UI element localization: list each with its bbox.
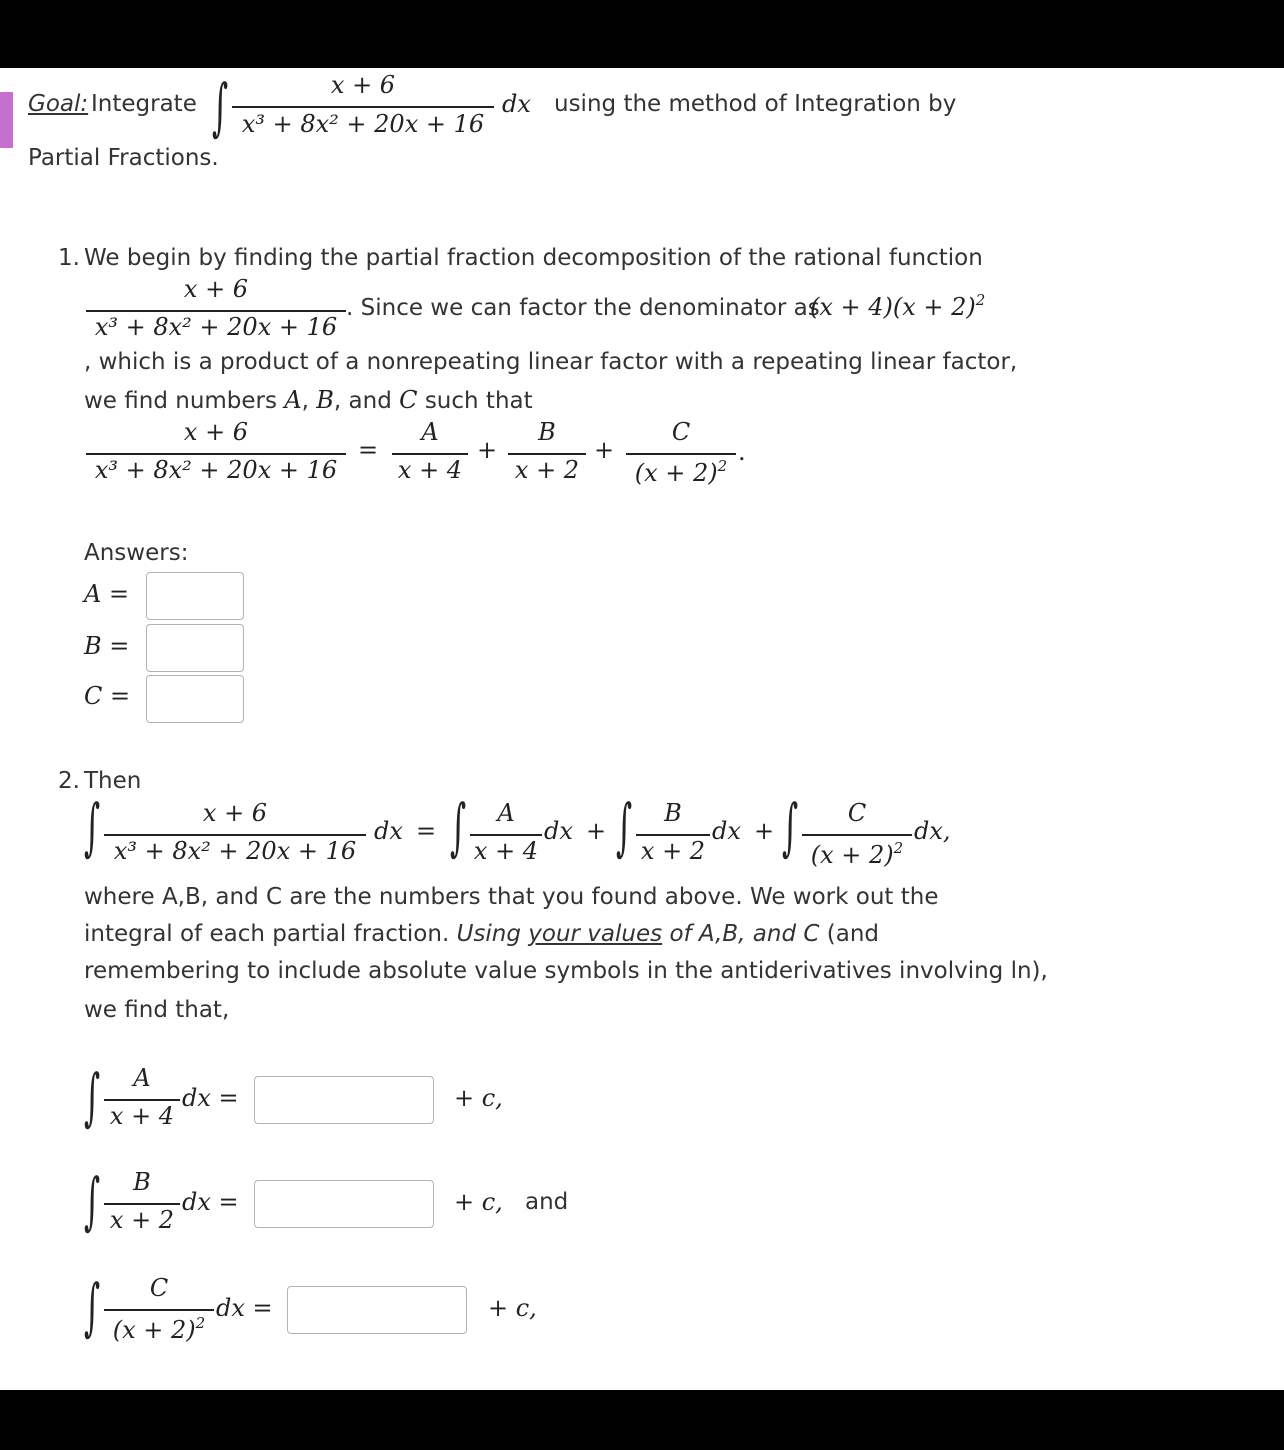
int3-denominator: $(x + 2)^2$ xyxy=(112,1314,206,1344)
answer-C-label: C = xyxy=(84,682,131,710)
goal-integrate-text: Integrate xyxy=(91,91,197,117)
step1-fraction-bar xyxy=(86,310,346,312)
eq-B-bar xyxy=(508,453,586,455)
int1-numerator: A xyxy=(133,1064,151,1092)
int3-dx: dx = xyxy=(216,1294,273,1322)
step1-since-text: . Since we can factor the denominator as xyxy=(346,295,820,321)
goal-text-line2: Partial Fractions. xyxy=(28,145,219,171)
step2-para-line3: remembering to include absolute value symbols in the antiderivatives involving ln), xyxy=(84,958,1048,984)
eq-A-numerator: A xyxy=(421,418,439,446)
s2-lhs-denominator: x³ + 8x² + 20x + 16 xyxy=(113,837,357,865)
integral-sign-icon: ∫ xyxy=(84,1060,101,1133)
goal-dx: dx xyxy=(502,90,531,118)
step1-line1: We begin by finding the partial fraction decomposition of the rational function xyxy=(84,245,983,271)
step1-frac-denominator: x³ + 8x² + 20x + 16 xyxy=(94,313,338,341)
integral-sign-icon: ∫ xyxy=(84,1164,101,1237)
s2-B-numerator: B xyxy=(664,799,682,827)
int2-answer-input[interactable] xyxy=(254,1180,434,1228)
integral-sign-icon: ∫ xyxy=(84,1270,101,1343)
int2-plus-c: + c, xyxy=(454,1188,503,1216)
goal-fraction-bar xyxy=(232,106,494,108)
s2-B-denominator: x + 2 xyxy=(640,837,706,865)
eq-C-denominator: $(x + 2)^2$ xyxy=(634,457,728,487)
eq-B-denominator: x + 2 xyxy=(514,456,580,484)
integral-sign-icon: ∫ xyxy=(450,790,467,863)
step1-frac-numerator: x + 6 xyxy=(183,275,249,303)
s2-equals: = xyxy=(416,817,437,845)
answer-B-input[interactable] xyxy=(146,624,244,672)
answer-B-label: B = xyxy=(84,632,130,660)
step2-para-line2: integral of each partial fraction. Using your values of A,B, and C (and xyxy=(84,921,879,947)
answer-C-input[interactable] xyxy=(146,675,244,723)
goal-numerator: x + 6 xyxy=(330,71,396,99)
int2-numerator: B xyxy=(133,1168,151,1196)
eq-plus-2: + xyxy=(594,436,615,464)
eq-A-denominator: x + 4 xyxy=(397,456,463,484)
s2-lhs-dx: dx xyxy=(374,817,403,845)
s2-A-denominator: x + 4 xyxy=(473,837,539,865)
s2-C-bar xyxy=(802,834,912,836)
step2-para-line4: we find that, xyxy=(84,997,230,1023)
eq-C-bar xyxy=(626,453,736,455)
step1-factored: $(x + 4)(x + 2)^2$ xyxy=(810,291,986,321)
int2-bar xyxy=(104,1203,180,1205)
int1-dx: dx = xyxy=(182,1084,239,1112)
int3-answer-input[interactable] xyxy=(287,1286,467,1334)
goal-denominator: x³ + 8x² + 20x + 16 xyxy=(241,110,485,138)
s2-lhs-bar xyxy=(104,834,366,836)
step2-then: Then xyxy=(84,768,142,794)
step1-line4: we find numbers A, B, and C such that xyxy=(84,386,533,414)
s2-A-dx: dx xyxy=(544,817,573,845)
integral-sign-icon: ∫ xyxy=(84,790,101,863)
int2-and: and xyxy=(525,1189,569,1215)
s2-C-denominator: $(x + 2)^2$ xyxy=(810,839,904,869)
problem-panel xyxy=(0,68,1284,1390)
int1-plus-c: + c, xyxy=(454,1084,503,1112)
eq-C-numerator: C xyxy=(671,418,691,446)
int1-answer-input[interactable] xyxy=(254,1076,434,1124)
eq-equals: = xyxy=(358,436,379,464)
integral-sign-icon: ∫ xyxy=(212,70,229,143)
step2-number: 2. xyxy=(58,768,80,794)
eq-period: . xyxy=(738,438,746,466)
s2-lhs-numerator: x + 6 xyxy=(202,799,268,827)
step2-para-line1: where A,B, and C are the numbers that you found above. We work out the xyxy=(84,884,939,910)
step1-number: 1. xyxy=(58,245,80,271)
s2-B-dx: dx xyxy=(712,817,741,845)
eq-lhs-bar xyxy=(86,453,346,455)
int3-plus-c: + c, xyxy=(488,1294,537,1322)
s2-C-numerator: C xyxy=(847,799,867,827)
int3-bar xyxy=(104,1309,214,1311)
eq-plus-1: + xyxy=(477,436,498,464)
int2-denominator: x + 2 xyxy=(109,1206,175,1234)
s2-A-bar xyxy=(470,834,542,836)
eq-lhs-numerator: x + 6 xyxy=(183,418,249,446)
integral-sign-icon: ∫ xyxy=(616,790,633,863)
step1-line3: , which is a product of a nonrepeating linear factor with a repeating linear factor, xyxy=(84,349,1018,375)
int3-numerator: C xyxy=(149,1274,169,1302)
int1-denominator: x + 4 xyxy=(109,1102,175,1130)
integral-sign-icon: ∫ xyxy=(782,790,799,863)
accent-bar xyxy=(0,92,13,148)
goal-text-after: using the method of Integration by xyxy=(554,91,957,117)
eq-B-numerator: B xyxy=(538,418,556,446)
answers-label: Answers: xyxy=(84,540,189,566)
s2-C-dx: dx, xyxy=(914,817,951,845)
s2-B-bar xyxy=(636,834,710,836)
answer-A-label: A = xyxy=(84,580,130,608)
s2-plus-1: + xyxy=(586,817,607,845)
answer-A-input[interactable] xyxy=(146,572,244,620)
int2-dx: dx = xyxy=(182,1188,239,1216)
s2-plus-2: + xyxy=(754,817,775,845)
eq-A-bar xyxy=(392,453,468,455)
eq-lhs-denominator: x³ + 8x² + 20x + 16 xyxy=(94,456,338,484)
s2-A-numerator: A xyxy=(497,799,515,827)
int1-bar xyxy=(104,1099,180,1101)
goal-label: Goal: xyxy=(28,91,89,117)
